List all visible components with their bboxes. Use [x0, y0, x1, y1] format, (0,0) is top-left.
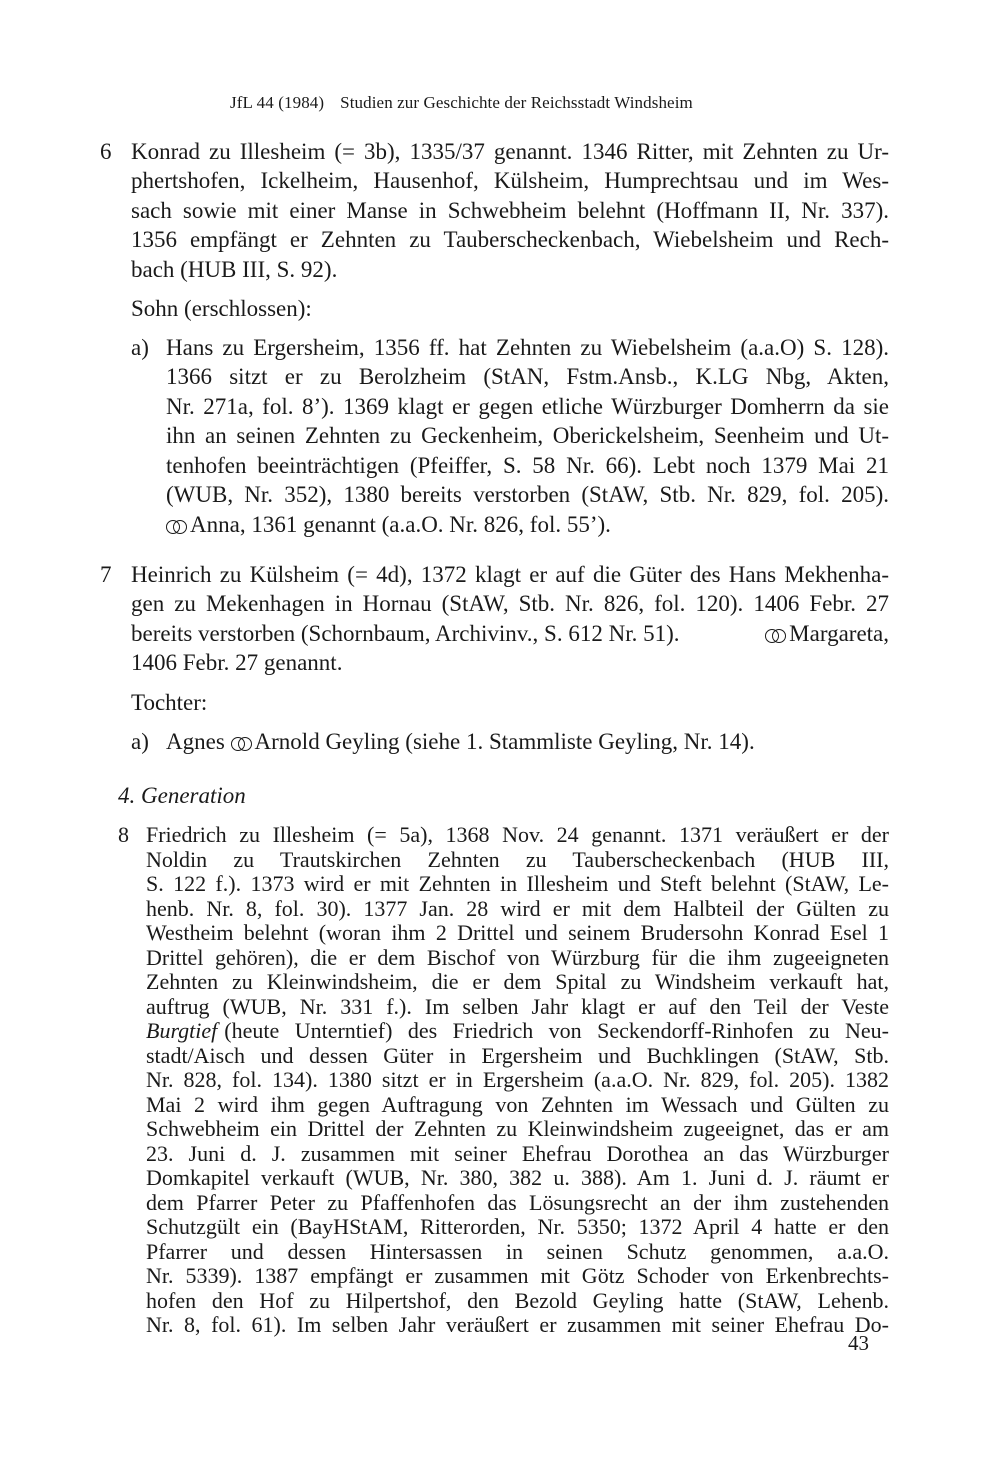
marriage-symbol-icon: [166, 520, 186, 534]
place-name-italic: Burgtief: [146, 1018, 218, 1043]
spouse-text: Arnold Geyling (siehe 1. Stammliste Geyling, Nr. 14).: [254, 729, 755, 754]
child-line: tenhofen beeinträchtigen (Pfeiffer, S. 58 Nr. 66). Lebt noch 1379 Mai 21: [166, 453, 889, 478]
entry-line: [131, 619, 889, 648]
entry-line: henb. Nr. 8, fol. 30). 1377 Jan. 28 wird er mit dem Halbteil der Gülten zu: [146, 895, 889, 921]
marriage-symbol-icon: [765, 629, 785, 643]
child-marker: a): [131, 729, 149, 754]
running-header: [230, 93, 693, 113]
entry-line: bach (HUB III, S. 92).: [131, 257, 338, 282]
children-label: Tochter:: [131, 690, 208, 715]
entry-line: Mai 2 wird ihm gegen Auftragung von Zehnten im Wessach und Gülten zu: [146, 1091, 889, 1117]
entry-line: Domkapitel verkauft (WUB, Nr. 380, 382 u. 388). Am 1. Juni d. J. räumt er: [146, 1165, 889, 1190]
child-line: ihn an seinen Zehnten zu Geckenheim, Oberickelsheim, Seenheim und Ut-: [166, 423, 889, 448]
page-number: 43: [848, 1331, 869, 1355]
entry-line: 1406 Febr. 27 genannt.: [131, 650, 343, 675]
entry-line: Westheim belehnt (woran ihm 2 Drittel und seinem Brudersohn Konrad Esel 1: [146, 920, 889, 945]
entry-line-tail: [765, 619, 889, 648]
entry-line: dem Pfarrer Peter zu Pfaffenhofen das Lösungsrecht an der ihm zustehenden: [146, 1189, 889, 1215]
entry-line: auftrug (WUB, Nr. 331 f.). Im selben Jahr klagt er auf den Teil der Veste: [146, 993, 889, 1019]
entry-line: Pfarrer und dessen Hintersassen in seinen Schutz genommen, a.a.O.: [146, 1238, 889, 1264]
entry-line: Friedrich zu Illesheim (= 5a), 1368 Nov. 24 genannt. 1371 veräußert er der: [146, 822, 889, 847]
child-line: Hans zu Ergersheim, 1356 ff. hat Zehnten zu Wiebelsheim (a.a.O) S. 128).: [166, 335, 889, 360]
entry-line: Schwebheim ein Drittel der Zehnten zu Kleinwindsheim zugeeignet, das er am: [146, 1116, 889, 1141]
entry-line: Zehnten zu Kleinwindsheim, die er dem Spital zu Windsheim verkauft hat,: [146, 969, 889, 994]
entry-line: gen zu Mekenhagen in Hornau (StAW, Stb. Nr. 826, fol. 120). 1406 Febr. 27: [131, 591, 889, 616]
entry-line: [146, 1019, 889, 1044]
child-name: Agnes: [166, 729, 225, 754]
child-line: Nr. 271a, fol. 8’). 1369 klagt er gegen etliche Würzburger Domherrn da sie: [166, 394, 889, 419]
children-label: Sohn (erschlossen):: [131, 296, 312, 321]
spouse-text: Anna, 1361 genannt (a.a.O. Nr. 826, fol. 55’).: [190, 512, 611, 537]
entry-line: hofen den Hof zu Hilpertshof, den Bezold Geyling hatte (StAW, Lehenb.: [146, 1287, 889, 1313]
running-title: Studien zur Geschichte der Reichsstadt Windsheim: [340, 93, 693, 112]
entry-number: 6: [100, 139, 112, 164]
entry-line: stadt/Aisch und dessen Güter in Ergersheim und Buchklingen (StAW, Stb.: [146, 1042, 889, 1068]
entry-line: Nr. 828, fol. 134). 1380 sitzt er in Ergersheim (a.a.O. Nr. 829, fol. 205). 1382: [146, 1067, 889, 1092]
child-line: (WUB, Nr. 352), 1380 bereits verstorben (StAW, Stb. Nr. 829, fol. 205).: [166, 482, 889, 507]
entry-line: sach sowie mit einer Manse in Schwebheim belehnt (Hoffmann II, Nr. 337).: [131, 198, 889, 223]
spouse-name: Margareta,: [789, 621, 889, 646]
child-line: 1366 sitzt er zu Berolzheim (StAN, Fstm.Ansb., K.LG Nbg, Akten,: [166, 364, 889, 389]
entry-line: Nr. 8, fol. 61). Im selben Jahr veräußert er zusammen mit seiner Ehefrau Do-: [146, 1312, 889, 1337]
entry-line: Heinrich zu Külsheim (= 4d), 1372 klagt er auf die Güter des Hans Mekhenha-: [131, 562, 889, 587]
entry-line: 23. Juni d. J. zusammen mit seiner Ehefrau Dorothea an das Würzburger: [146, 1140, 889, 1166]
entry-line: phertshofen, Ickelheim, Hausenhof, Külsheim, Humprechtsau und im Wes-: [131, 168, 889, 193]
entry-line: Nr. 5339). 1387 empfängt er zusammen mit Götz Schoder von Erkenbrechts-: [146, 1263, 889, 1288]
entry-line: Drittel gehören), die er dem Bischof von Würzburg für die ihm zugeeigneten: [146, 944, 889, 970]
entry-line: Noldin zu Trautskirchen Zehnten zu Tauberscheckenbach (HUB III,: [146, 846, 889, 872]
entry-line: Konrad zu Illesheim (= 3b), 1335/37 genannt. 1346 Ritter, mit Zehnten zu Ur-: [131, 139, 889, 164]
entry-line: S. 122 f.). 1373 wird er mit Zehnten in Illesheim und Steft belehnt (StAW, Le-: [146, 871, 889, 896]
entry-line: Schutzgült ein (BayHStAM, Ritterorden, Nr. 5350; 1372 April 4 hatte er den: [146, 1214, 889, 1239]
entry-line-text: (heute Unterntief) des Friedrich von Seckendorff-Rinhofen zu Neu-: [224, 1018, 889, 1043]
generation-heading: 4. Generation: [118, 783, 246, 808]
entry-line: 1356 empfängt er Zehnten zu Tauberscheckenbach, Wiebelsheim und Rech-: [131, 227, 889, 252]
child-line: [166, 510, 611, 539]
child-marker: a): [131, 335, 149, 360]
entry-line-text: bereits verstorben (Schornbaum, Archivinv., S. 612 Nr. 51).: [131, 621, 680, 646]
marriage-symbol-icon: [231, 737, 251, 751]
entry-number: 8: [118, 822, 129, 847]
journal-reference: JfL 44 (1984): [230, 93, 325, 112]
entry-number: 7: [100, 562, 112, 587]
child-line: [166, 727, 755, 756]
